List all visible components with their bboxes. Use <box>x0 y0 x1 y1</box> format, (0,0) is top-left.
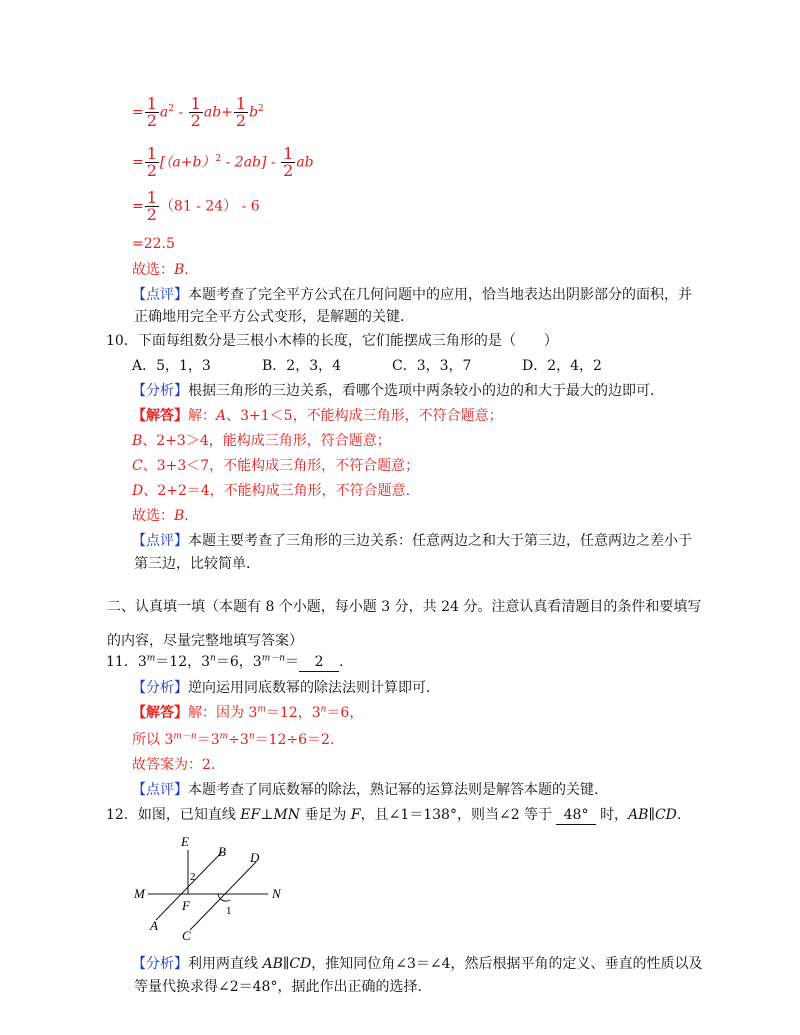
q10-stem: 10．下面每组数分是三根小木棒的长度，它们能摆成三角形的是（ ） <box>106 333 558 349</box>
calc-line-3: = $\frac{1}{2}$ （81 - 24） - 6 <box>132 188 260 224</box>
label-b: B <box>218 844 226 859</box>
q10-comment-2: 第三边，比较简单. <box>134 556 251 572</box>
q10-answer-d: D、2+2＝4，不能构成三角形，不符合题意. <box>132 483 411 499</box>
label-a: A <box>150 918 158 933</box>
label-d: D <box>250 850 260 865</box>
label-n: N <box>272 886 281 901</box>
comment-tag: 【点评】 <box>132 287 188 303</box>
q11-final: 故答案为：2. <box>132 757 216 773</box>
label-c: C <box>182 928 191 942</box>
option-d: D．2，4，2 <box>522 358 602 374</box>
calc-line-2: = $\frac{1}{2}$ $[(a+b)^2 - 2ab]$ - $\frac{1}{2}$ ab <box>132 144 314 180</box>
fraction: $\frac{1}{2}$ <box>190 94 201 130</box>
label-angle-2: 2 <box>190 871 196 883</box>
calc-line-1: = $\frac{1}{2}$ $a^2$ - $\frac{1}{2}$ ab+ $\frac{1}{2}$ $b^2$ <box>132 94 264 130</box>
q10-options <box>132 357 652 375</box>
q11-comment: 【点评】本题考查了同底数幂的除法，熟记幂的运算法则是解答本题的关键. <box>132 782 599 798</box>
label-e: E <box>181 834 189 849</box>
label-f: F <box>182 898 190 913</box>
q10-answer: 【解答】解：A、3+1＜5，不能构成三角形，不符合题意； <box>132 408 503 424</box>
q10-answer-b: B、2+3＞4，能构成三角形，符合题意； <box>132 433 391 449</box>
section-2-header: 二、认真填一填（本题有 8 个小题，每小题 3 分，共 24 分。注意认真看清题目的条件和要填写 <box>107 599 702 615</box>
label-m: M <box>134 886 145 901</box>
q10-choose: 故选：B. <box>132 508 189 524</box>
fraction: $\frac{1}{2}$ <box>235 94 247 130</box>
comment-9-line-2: 正确地用完全平方公式变形，是解题的关键. <box>134 309 405 325</box>
q12-analysis-2: 等量代换求得∠2＝48°，据此作出正确的选择. <box>134 979 422 995</box>
fraction: $\frac{1}{2}$ <box>146 188 157 224</box>
equals-sign: = <box>132 104 144 121</box>
section-2-header-2: 的内容，尽量完整地填写答案） <box>107 633 303 649</box>
fraction: $\frac{1}{2}$ <box>146 94 157 130</box>
fraction: $\frac{1}{2}$ <box>146 144 157 180</box>
option-a: A．5，1，3 <box>132 358 211 374</box>
answer-blank: 48° <box>556 806 596 825</box>
q10-analysis: 【分析】根据三角形的三边关系，看哪个选项中两条较小的边的和大于最大的边即可. <box>132 383 655 399</box>
line-cd <box>190 862 256 930</box>
q11-analysis: 【分析】逆向运用同底数幂的除法法则计算即可. <box>132 680 431 696</box>
q11-answer: 【解答】解：因为 $3^m=12$，$3^n=6$， <box>132 704 364 721</box>
label-angle-1: 1 <box>226 905 232 917</box>
comment-9-line-1: 【点评】本题考查了完全平方公式在几何问题中的应用，恰当地表达出阴影部分的面积，并 <box>132 287 692 303</box>
q11-stem: 11．$3^m=12$，$3^n=6$，$3^{m-n}= 2$ . <box>106 653 344 670</box>
option-b: B．2，3，4 <box>262 358 342 374</box>
q10-answer-c: C、3+3＜7，不能构成三角形，不符合题意； <box>132 458 420 474</box>
option-c: C．3，3，7 <box>392 358 472 374</box>
answer-blank: 2 <box>299 653 339 672</box>
q10-comment: 【点评】本题主要考查了三角形的三边关系：任意两边之和大于第三边，任意两边之差小于 <box>132 533 692 549</box>
q12-stem: 12．如图，已知直线 EF⊥MN 垂足为 F，且∠1＝138°，则当∠2 等于 48° 时，AB∥CD. <box>106 807 682 823</box>
q11-so: 所以 $3^{m-n}=3^m\div 3^n=12\div 6=2$. <box>132 731 335 748</box>
q12-analysis: 【分析】利用两直线 AB∥CD，推知同位角∠3＝∠4，然后根据平角的定义、垂直的性质以及 <box>132 956 703 972</box>
choose-line: 故选：B. <box>132 262 189 278</box>
fraction: $\frac{1}{2}$ <box>283 144 294 180</box>
geometry-figure <box>128 832 308 942</box>
calc-line-4: =22.5 <box>132 236 175 252</box>
